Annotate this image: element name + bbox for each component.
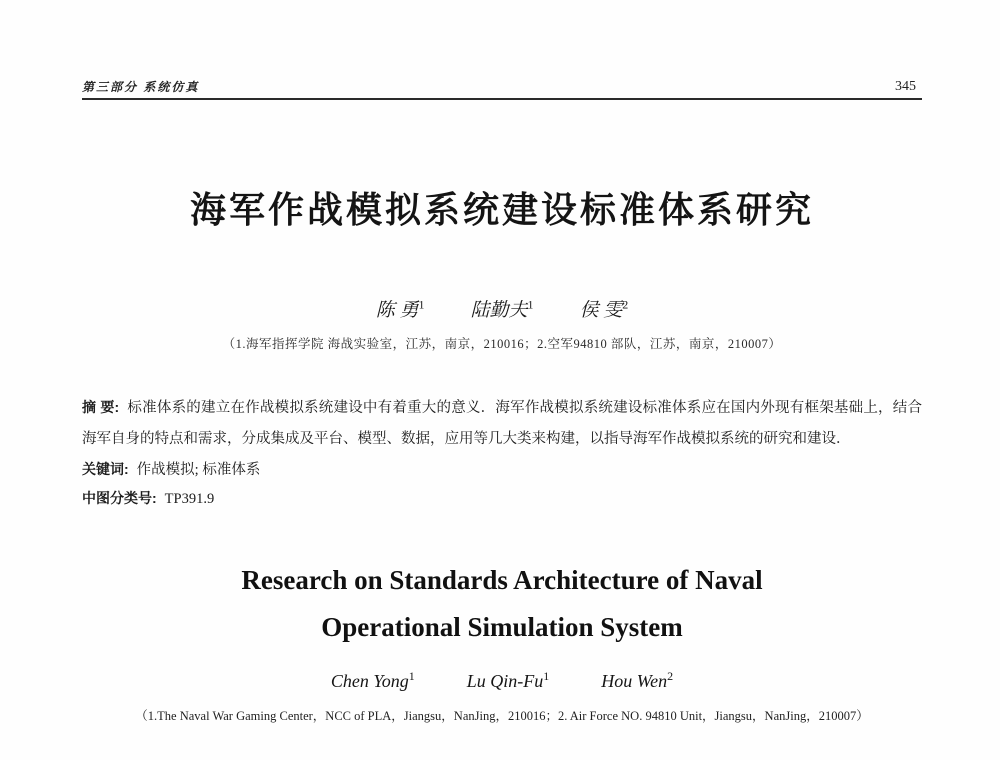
author-affil-mark: 1 bbox=[543, 669, 550, 683]
author-affil-mark: 2 bbox=[622, 297, 629, 312]
author-name: 陈 勇 bbox=[375, 300, 419, 321]
abstract bbox=[82, 392, 922, 455]
author bbox=[331, 669, 415, 692]
author bbox=[467, 669, 550, 692]
running-header bbox=[82, 78, 922, 100]
page-content bbox=[82, 78, 922, 724]
keywords-label: 关键词: bbox=[82, 461, 129, 477]
keywords-line bbox=[82, 455, 922, 484]
keywords-text: 作战模拟; 标准体系 bbox=[136, 462, 261, 478]
author-name: 侯 雯 bbox=[579, 300, 623, 321]
author-affil-mark: 1 bbox=[418, 297, 425, 312]
clc-text: TP391.9 bbox=[164, 491, 215, 507]
author-affil-mark: 1 bbox=[408, 669, 415, 683]
section-label: 第三部分 系统仿真 bbox=[82, 80, 200, 94]
english-authors bbox=[82, 669, 922, 692]
chinese-affiliation: （1.海军指挥学院 海战实验室，江苏，南京，210016；2.空军94810 部队，江苏，南京，210007） bbox=[222, 337, 782, 351]
chinese-title: 海军作战模拟系统建设标准体系研究 bbox=[189, 189, 814, 230]
author bbox=[580, 295, 629, 322]
clc-label: 中图分类号: bbox=[82, 490, 157, 506]
author-affil-mark: 2 bbox=[667, 669, 674, 683]
author-name: Chen Yong bbox=[330, 671, 409, 691]
abstract-text: 标准体系的建立在作战模拟系统建设中有着重大的意义．海军作战模拟系统建设标准体系应在国内外现有框架基础上，结合海军自身的特点和需求，分成集成及平台、模型、数据，应用等几大类来构建，以指导海军作战模拟系统的研究和建设． bbox=[82, 400, 922, 447]
english-affiliation: （1.The Naval War Gaming Center，NCC of PLA，Jiangsu，NanJing，210016；2. Air Force NO. 94810 Unit，Jiangsu，NanJing，210007） bbox=[135, 709, 869, 723]
author bbox=[470, 295, 533, 322]
author-affil-mark: 1 bbox=[527, 297, 534, 312]
clc-line bbox=[82, 484, 922, 513]
chinese-authors bbox=[82, 295, 922, 322]
english-title-line1: Research on Standards Architecture of Naval bbox=[241, 565, 763, 595]
author-name: Lu Qin-Fu bbox=[466, 671, 544, 691]
author-name: Hou Wen bbox=[601, 671, 668, 691]
abstract-label: 摘 要: bbox=[82, 399, 120, 415]
author-name: 陆勤夫 bbox=[470, 300, 528, 321]
author bbox=[376, 295, 425, 322]
author bbox=[601, 669, 673, 692]
english-title-line2: Operational Simulation System bbox=[321, 612, 683, 642]
page-number: 345 bbox=[895, 79, 916, 94]
english-title bbox=[82, 557, 922, 651]
